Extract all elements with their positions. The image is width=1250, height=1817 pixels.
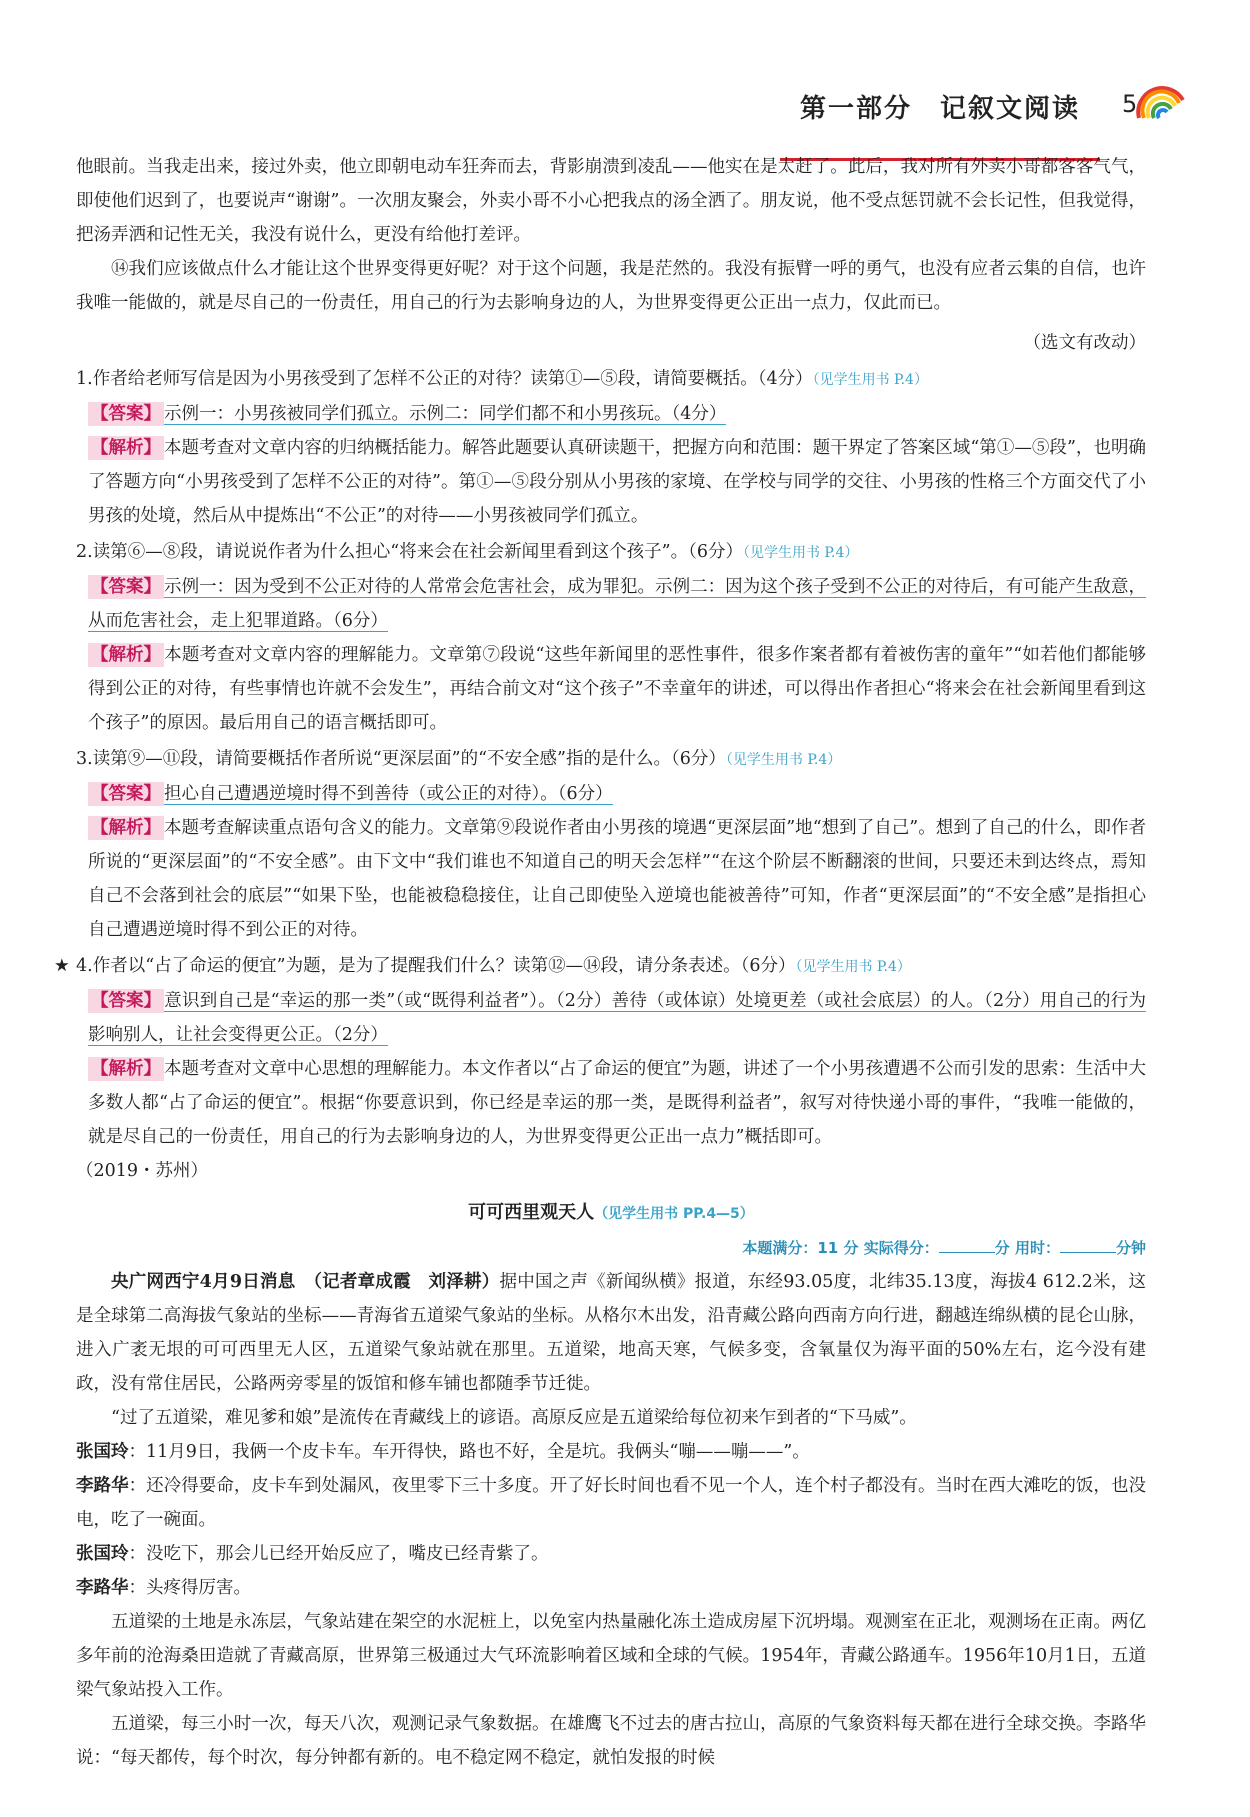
speaker-name: 张国玲 (76, 1442, 129, 1462)
book-reference: （见学生用书 P.4） (725, 752, 842, 768)
time-unit: 分钟 (1115, 1239, 1146, 1257)
body-paragraph: 他眼前。当我走出来，接过外卖，他立即朝电动车狂奔而去，背影崩溃到凌乱——他实在是太赶了。此后，我对所有外卖小哥都客客气气，即使他们迟到了，也要说声“谢谢”。一次朋友聚会，外卖小哥不小心把我点的汤全洒了。朋友说，他不受点惩罚就不会长记性，但我觉得，把汤弄洒和记性无关，我没有说什么，更没有给他打差评。 (76, 157, 1146, 245)
time-blank[interactable] (1060, 1252, 1116, 1253)
section-title: 第一部分 记叙文阅读 (800, 94, 1081, 124)
page-number: 5 (1122, 90, 1138, 118)
dialogue-text: ：头疼得厉害。 (128, 1578, 251, 1598)
book-reference: （见学生用书 PP.4—5） (594, 1206, 754, 1222)
analysis-tag: 【解析】 (88, 436, 164, 460)
body-paragraph: 据中国之声《新闻纵横》报道，东经93.05度，北纬35.13度，海拔4 612.2米，这是全球第二高海拔气象站的坐标——青海省五道梁气象站的坐标。从格尔木出发，沿青藏公路向西南方向行进，翻越连绵纵横的昆仑山脉，进入广袤无垠的可可西里无人区，五道梁气象站就在那里。五道梁，地高天寒，气候多变，含氧量仅为海平面的50%左右，迄今没有建政，没有常住居民，公路两旁零星的饭馆和修车铺也都随季节迁徙。 (76, 1272, 1147, 1394)
source-note: （选文有改动） (1023, 333, 1146, 353)
question-text: 4.作者以“占了命运的便宜”为题，是为了提醒我们什么？读第⑫—⑭段，请分条表述。（6分） (76, 956, 796, 976)
page-content (54, 150, 1147, 1775)
dialogue-text: ：还冷得要命，皮卡车到处漏风，夜里零下三十多度。开了好长时间也看不见一个人，连个村子都没有。当时在西大滩吃的饭，也没电，吃了一碗面。 (76, 1476, 1146, 1530)
score-line (76, 1231, 1146, 1265)
book-reference: （见学生用书 P.4） (742, 545, 859, 561)
question-text: 3.读第⑨—⑪段，请简要概括作者所说“更深层面”的“不安全感”指的是什么。（6分） (76, 749, 726, 769)
question-block (76, 535, 1146, 740)
analysis-text: 本题考查对文章内容的理解能力。文章第⑦段说“这些年新闻里的恶性事件，很多作案者都有着被伤害的童年”“如若他们都能够得到公正的对待，有些事情也许就不会发生”，再结合前文对“这个孩子”不幸童年的讲述，可以得出作者担心“将来会在社会新闻里看到这个孩子”的原因。最后用自己的语言概括即可。 (88, 645, 1146, 733)
book-reference: （见学生用书 P.4） (812, 372, 928, 388)
body-paragraph: 五道梁，每三小时一次，每天八次，观测记录气象数据。在雄鹰飞不过去的唐古拉山，高原的气象资料每天都在进行全球交换。李路华说：“每天都传，每个时次，每分钟都有新的。电不稳定网不稳定，就怕发报的时候 (76, 1714, 1146, 1768)
analysis-tag: 【解析】 (88, 643, 164, 667)
answer-tag: 【答案】 (88, 402, 164, 426)
body-paragraph: “过了五道梁，难见爹和娘”是流传在青藏线上的谚语。高原反应是五道梁给每位初来乍到者的“下马威”。 (111, 1408, 917, 1428)
analysis-text: 本题考查对文章内容的归纳概括能力。解答此题要认真研读题干，把握方向和范围：题干界定了答案区域“第①—⑤段”，也明确了答题方向“小男孩受到了怎样不公正的对待”。第①—⑤段分别从小男孩的家境、在学校与同学的交往、小男孩的性格三个方面交代了小男孩的处境，然后从中提炼出“不公正”的对待——小男孩被同学们孤立。 (88, 438, 1146, 526)
speaker-name: 李路华 (76, 1476, 129, 1496)
answer-tag: 【答案】 (88, 575, 164, 599)
analysis-tag: 【解析】 (88, 1057, 164, 1081)
dateline: 央广网西宁4月9日消息 (111, 1272, 296, 1292)
answer-tag: 【答案】 (88, 989, 164, 1013)
answer-text: 示例一：小男孩被同学们孤立。示例二：同学们都不和小男孩玩。（4分） (164, 404, 727, 424)
score-actual-label: 实际得分： (863, 1239, 939, 1257)
reporters: （记者章成霞 刘泽耕） (313, 1272, 500, 1292)
analysis-tag: 【解析】 (88, 816, 164, 840)
body-paragraph: ⑭我们应该做点什么才能让这个世界变得更好呢？对于这个问题，我是茫然的。我没有振臂一呼的勇气，也没有应者云集的自信，也许我唯一能做的，就是尽自己的一份责任，用自己的行为去影响身边的人，为世界变得更公正出一点力，仅此而已。 (76, 259, 1146, 313)
analysis-text: 本题考查解读重点语句含义的能力。文章第⑨段说作者由小男孩的境遇“更深层面”地“想到了自己”。想到了自己的什么，即作者所说的“更深层面”的“不安全感”。由下文中“我们谁也不知道自己的明天会怎样”“在这个阶层不断翻滚的世间，只要还未到达终点，焉知自己不会落到社会的底层”“如果下坠，也能被稳稳接住，让自己即使坠入逆境也能被善待”可知，作者“更深层面”的“不安全感”是指担心自己遭遇逆境时得不到公正的对待。 (88, 818, 1146, 940)
answer-tag: 【答案】 (88, 782, 164, 806)
answer-text: 意识到自己是“幸运的那一类”（或“既得利益者”）。（2分）善待（或体谅）处境更差（或社会底层）的人。（2分）用自己的行为影响别人，让社会变得更公正。（2分） (88, 991, 1146, 1045)
dialogue-text: ：11月9日，我俩一个皮卡车。车开得快，路也不好，全是坑。我俩头“嘣——嘣——”。 (128, 1442, 810, 1462)
analysis-text: 本题考查对文章中心思想的理解能力。本文作者以“占了命运的便宜”为题，讲述了一个小男孩遭遇不公而引发的思索：生活中大多数人都“占了命运的便宜”。根据“你要意识到，你已经是幸运的那一类，是既得利益者”，叙写对待快递小哥的事件，“我唯一能做的，就是尽自己的一份责任，用自己的行为去影响身边的人，为世界变得更公正出一点力”概括即可。 (88, 1059, 1146, 1147)
answer-text: 示例一：因为受到不公正对待的人常常会危害社会，成为罪犯。示例二：因为这个孩子受到不公正的对待后，有可能产生敌意，从而危害社会，走上犯罪道路。（6分） (88, 577, 1146, 631)
score-full: 本题满分：11 分 (742, 1239, 859, 1257)
question-block (54, 949, 1146, 1154)
score-blank[interactable] (939, 1252, 995, 1253)
time-used-label: 用时： (1014, 1239, 1060, 1257)
passage-title: 可可西里观天人 (468, 1202, 595, 1223)
passage-year-tag: （2019・苏州） (76, 1161, 209, 1181)
speaker-name: 张国玲 (76, 1544, 129, 1564)
question-block (76, 362, 1146, 533)
question-block (76, 742, 1146, 947)
question-text: 2.读第⑥—⑧段，请说说作者为什么担心“将来会在社会新闻里看到这个孩子”。（6分） (76, 542, 743, 562)
book-reference: （见学生用书 P.4） (795, 959, 911, 975)
score-unit: 分 (994, 1239, 1010, 1257)
speaker-name: 李路华 (76, 1578, 129, 1598)
rainbow-icon (1135, 70, 1187, 122)
dialogue-text: ：没吃下，那会儿已经开始反应了，嘴皮已经青紫了。 (128, 1544, 549, 1564)
body-paragraph: 五道梁的土地是永冻层，气象站建在架空的水泥桩上，以免室内热量融化冻土造成房屋下沉坍塌。观测室在正北，观测场在正南。两亿多年前的沧海桑田造就了青藏高原，世界第三极通过大气环流影响着区域和全球的气候。1954年，青藏公路通车。1956年10月1日，五道梁气象站投入工作。 (76, 1612, 1146, 1700)
answer-text: 担心自己遭遇逆境时得不到善待（或公正的对待）。（6分） (164, 784, 613, 804)
question-text: 1.作者给老师写信是因为小男孩受到了怎样不公正的对待？读第①—⑤段，请简要概括。（4分） (76, 369, 813, 389)
star-icon: ★ (54, 956, 70, 976)
